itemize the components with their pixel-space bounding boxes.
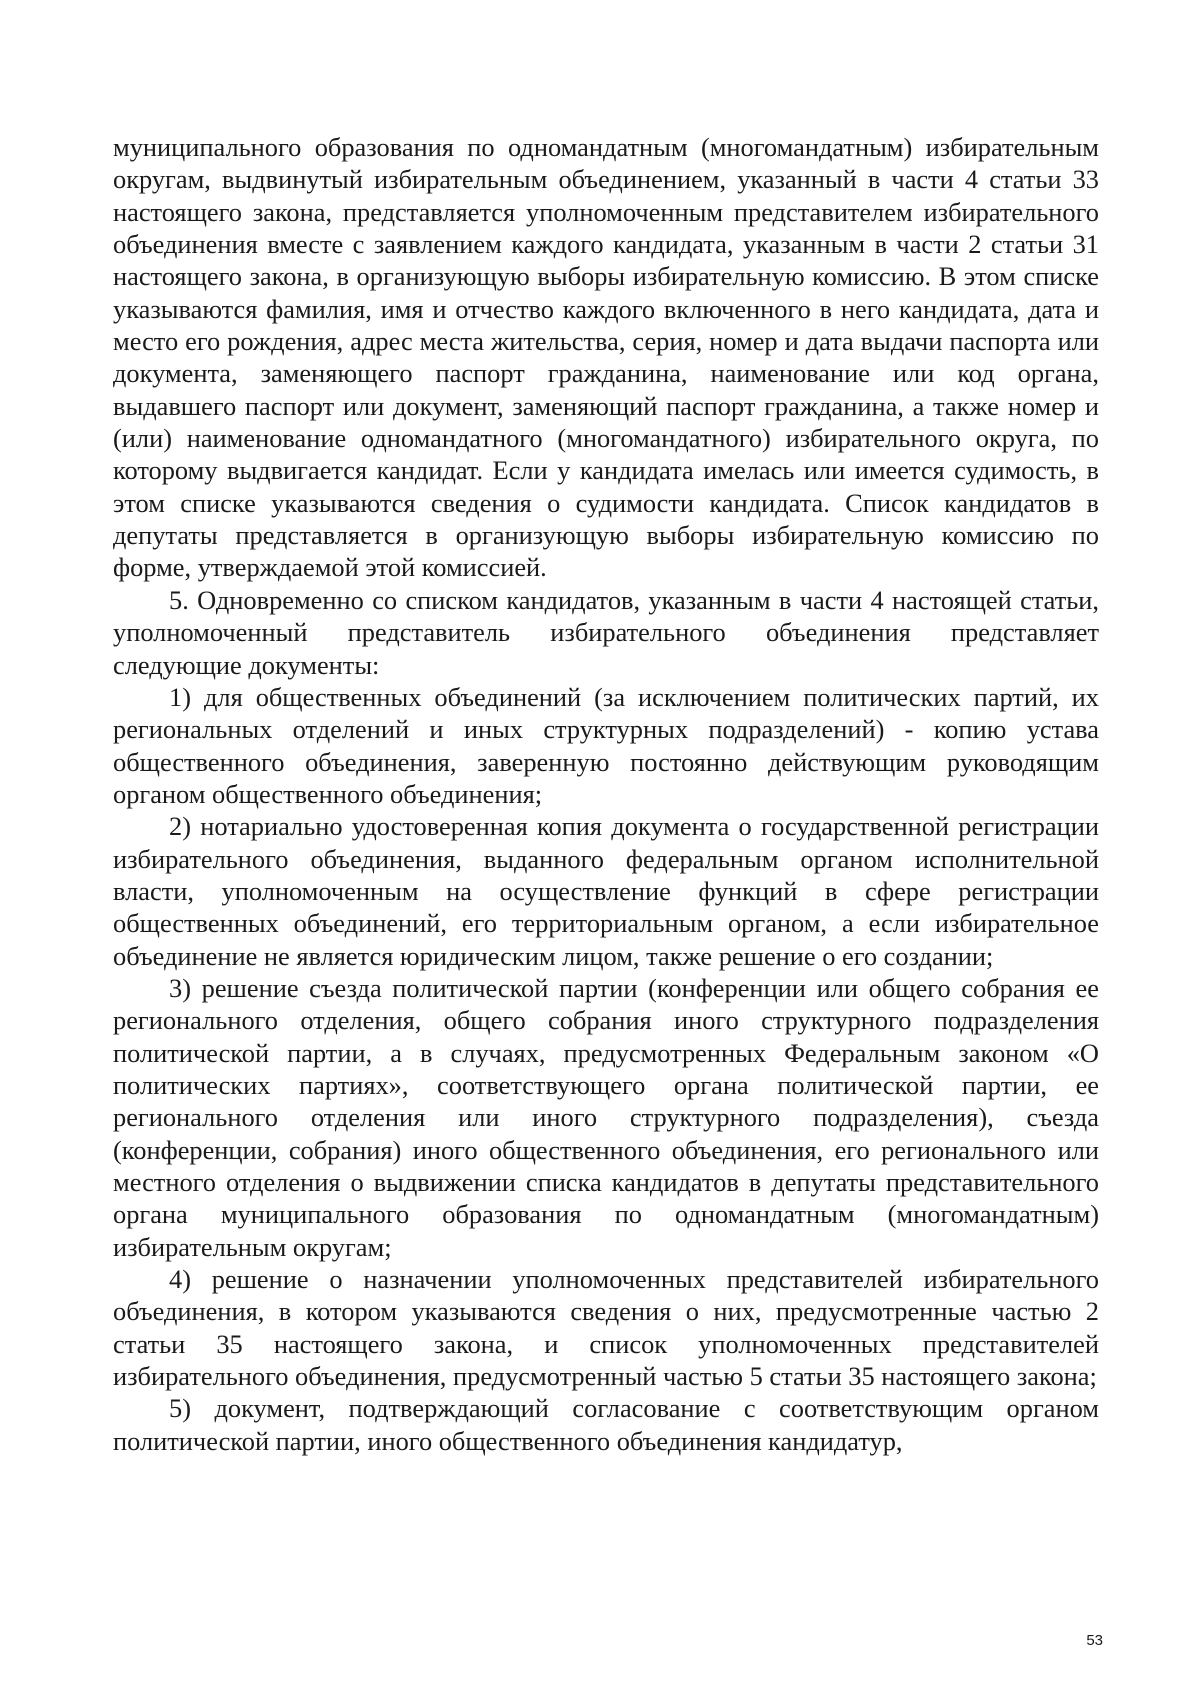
list-item-3: 3) решение съезда политической партии (конференции или общего собрания ее регионального отделения, общего собрания иного структурного подразделения политической партии, а в случаях, предусмотренных Федеральным законом «О политических партиях», соответствующего органа политической партии, ее регионального отделения или иного структурного подразделения), съезда (конференции, собрания) иного общественного объединения, его регионального или местного отделения о выдвижении списка кандидатов в депутаты представительного органа муниципального образования по одномандатным (многомандатным) избирательным округам; bbox=[113, 972, 1099, 1262]
paragraph-continuation: муниципального образования по одномандатным (многомандатным) избирательным округам, выдвинутый избирательным объединением, указанный в части 4 статьи 33 настоящего закона, представляется уполномоченным представителем избирательного объединения вместе с заявлением каждого кандидата, указанным в части 2 статьи 31 настоящего закона, в организующую выборы избирательную комиссию. В этом списке указываются фамилия, имя и отчество каждого включенного в него кандидата, дата и место его рождения, адрес места жительства, серия, номер и дата выдачи паспорта или документа, заменяющего паспорт гражданина, наименование или код органа, выдавшего паспорт или документ, заменяющий паспорт гражданина, а также номер и (или) наименование одномандатного (многомандатного) избирательного округа, по которому выдвигается кандидат. Если у кандидата имелась или имеется судимость, в этом списке указываются сведения о судимости кандидата. Список кандидатов в депутаты представляется в организующую выборы избирательную комиссию по форме, утверждаемой этой комиссией. bbox=[113, 132, 1099, 583]
list-item-5: 5) документ, подтверждающий согласование с соответствующим органом политической партии, иного общественного объединения кандидатур, bbox=[113, 1393, 1099, 1456]
list-item-1: 1) для общественных объединений (за исключением политических партий, их региональных отделений и иных структурных подразделений) - копию устава общественного объединения, заверенную постоянно действующим руководящим органом общественного объединения; bbox=[113, 681, 1099, 809]
list-item-2: 2) нотариально удостоверенная копия документа о государственной регистрации избирательного объединения, выданного федеральным органом исполнительной власти, уполномоченным на осуществление функций в сфере регистрации общественных объединений, его территориальным органом, а если избирательное объединение не является юридическим лицом, также решение о его создании; bbox=[113, 811, 1099, 971]
paragraph-part-5: 5. Одновременно со списком кандидатов, указанным в части 4 настоящей статьи, уполномоченный представитель избирательного объединения представляет следующие документы: bbox=[113, 584, 1099, 680]
document-body bbox=[113, 131, 1099, 1457]
list-item-4: 4) решение о назначении уполномоченных представителей избирательного объединения, в котором указываются сведения о них, предусмотренные частью 2 статьи 35 настоящего закона, и список уполномоченных представителей избирательного объединения, предусмотренный частью 5 статьи 35 настоящего закона; bbox=[113, 1264, 1099, 1392]
page-number: 53 bbox=[1086, 1632, 1103, 1649]
